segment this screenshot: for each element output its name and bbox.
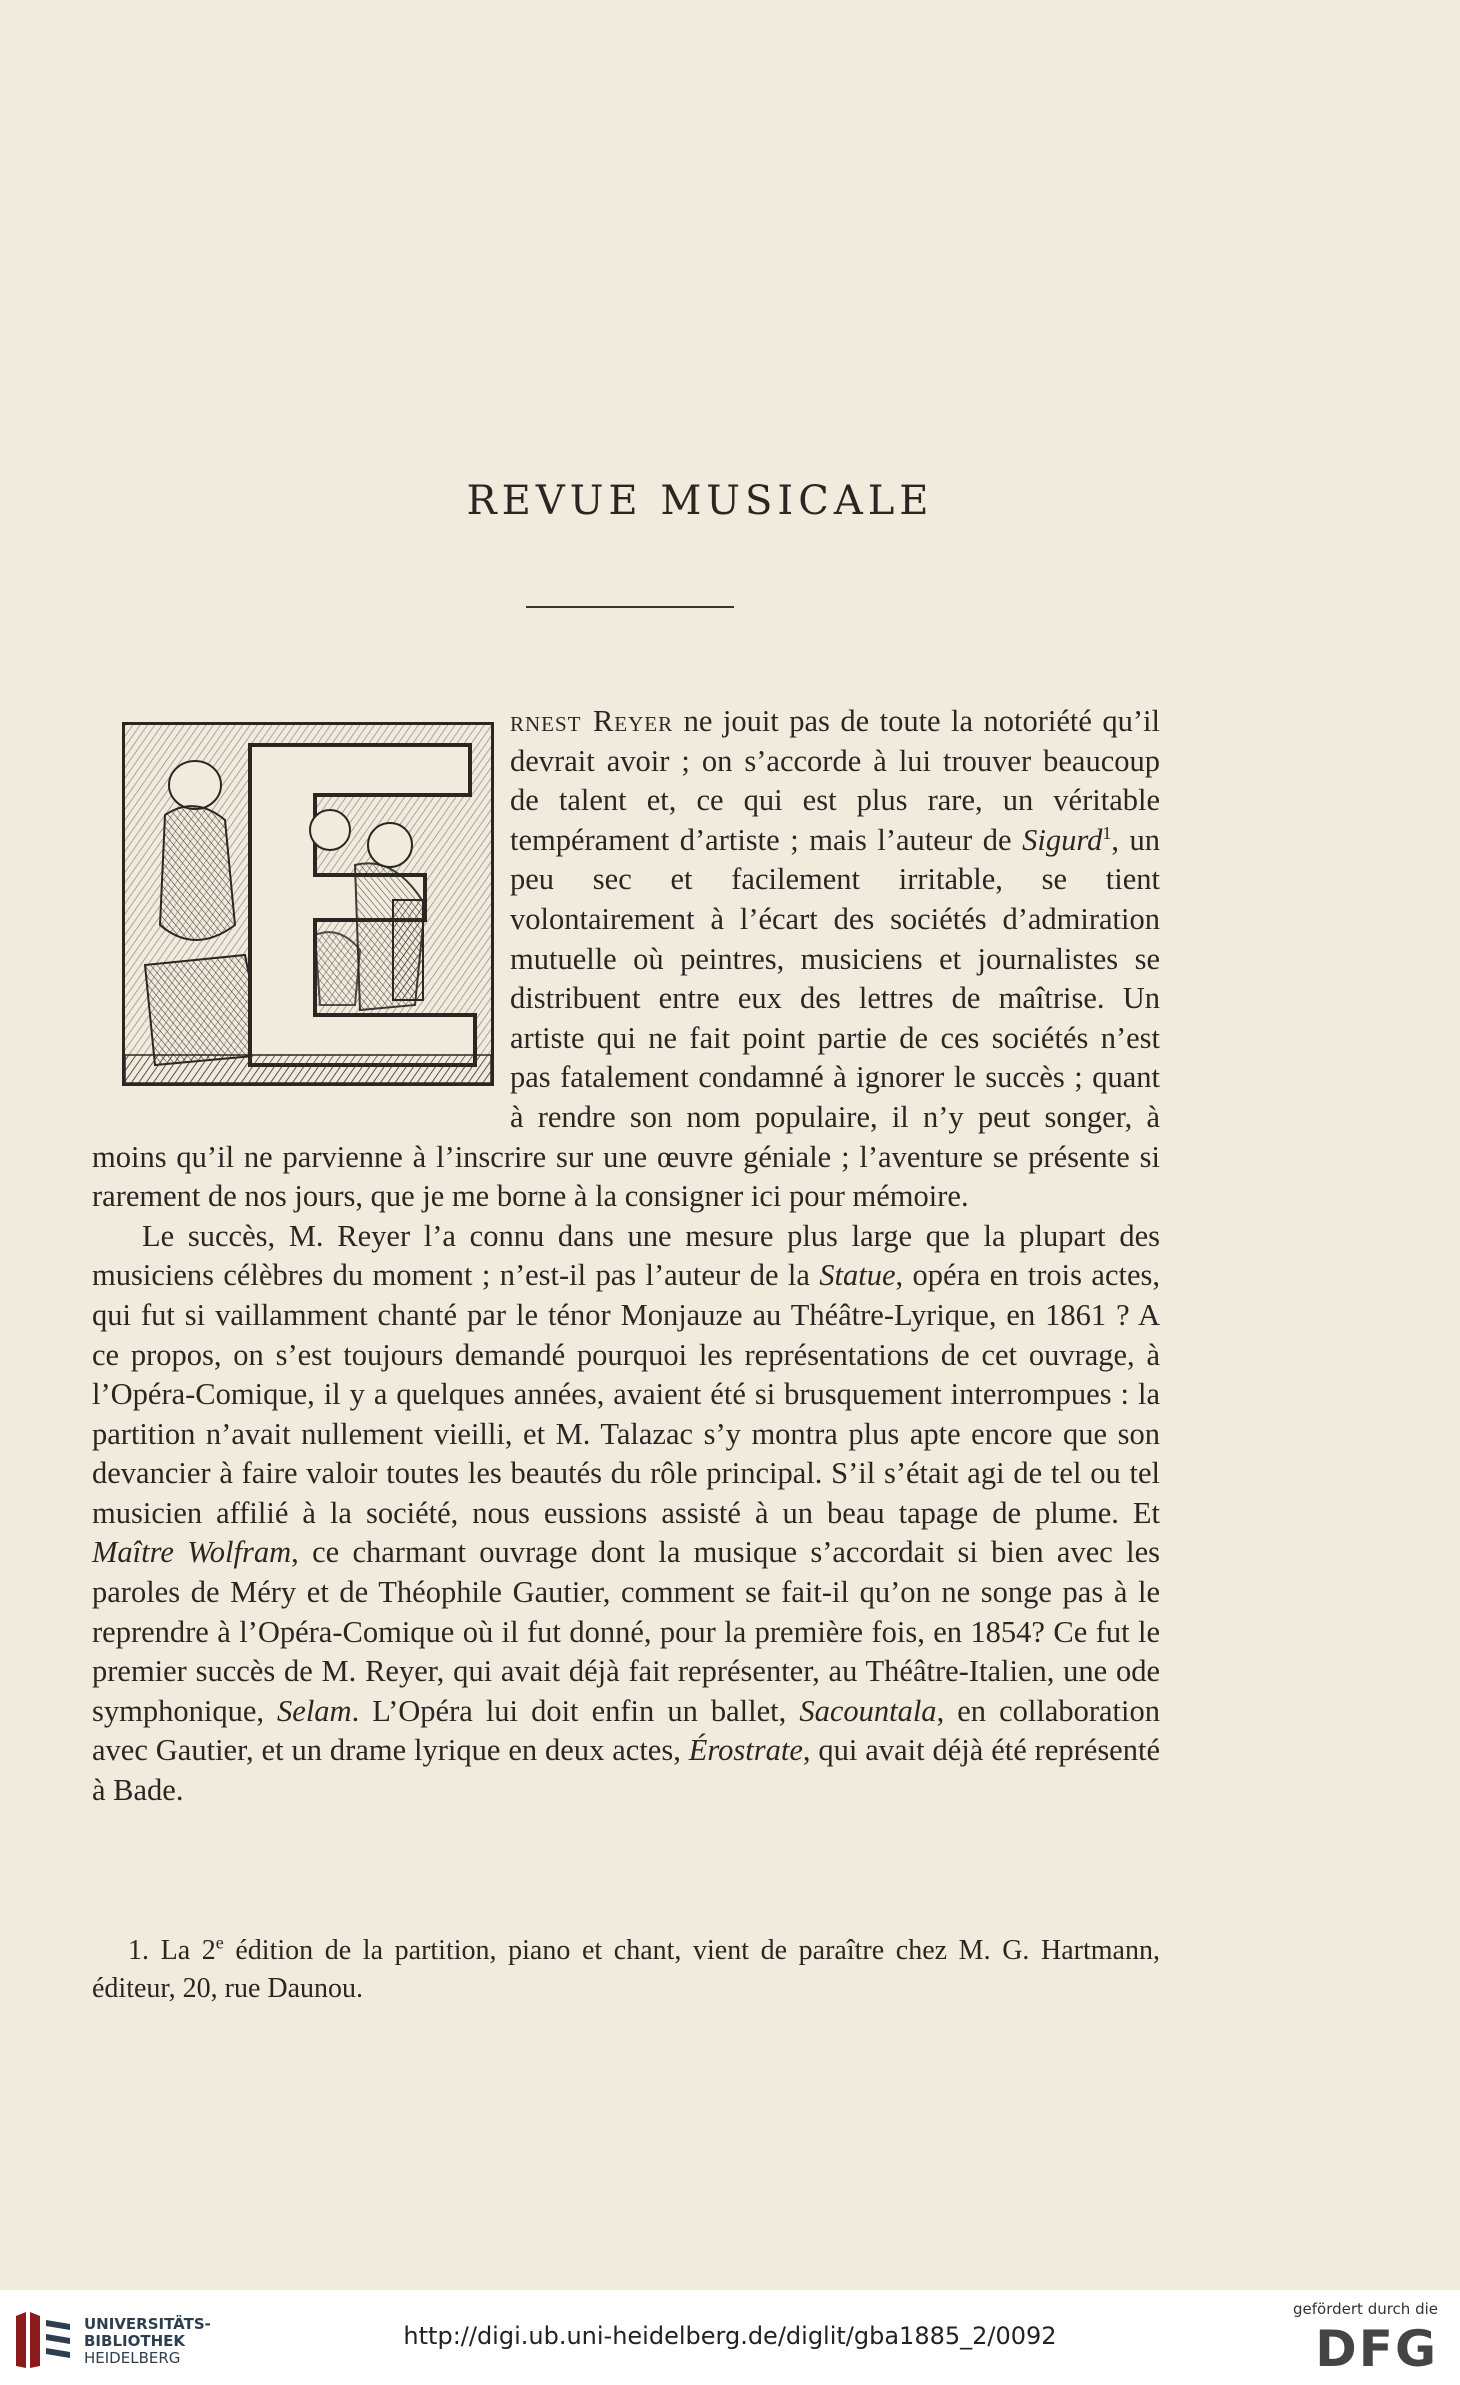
p2-text-d: . L’Opéra lui doit enfin un ballet,: [351, 1693, 800, 1728]
article-body: [92, 702, 1160, 1811]
dropcap-spacer: [92, 702, 510, 1110]
sponsor-note: gefördert durch die: [1293, 2300, 1438, 2318]
work-title-sacountala: Sacountala: [799, 1693, 937, 1728]
footnote-number: 1.: [128, 1935, 149, 1966]
work-title-wolfram: Maître Wolfram: [92, 1535, 292, 1570]
article-title: REVUE MUSICALE: [466, 478, 934, 524]
work-title-selam: Selam: [277, 1693, 352, 1728]
footnote-reference: 1: [1102, 822, 1112, 843]
footnote-text-a: La 2: [149, 1935, 216, 1966]
work-title-erostrate: Érostrate: [688, 1733, 803, 1768]
p1-text-b: , un peu sec et facilement irritable, se tient volontairement à l’écart des sociétés d’admiration mutuelle où peintres, musiciens et journalistes se distribuent entre eux des lettres de maîtrise. Un artiste qui ne fait point partie de ces sociétés n’est pas fatalement condamné à ignorer le succès ; quant à rendre son nom populaire, il n’y peut songer, à moins qu’il ne parvienne à l’inscrire sur une œuvre géniale ; l’aventure se présente si rarement de nos jours, que je me borne à la consigner ici pour mémoire.: [92, 822, 1160, 1214]
title-divider: [526, 606, 734, 608]
footnote-superscript: e: [215, 1932, 224, 1953]
p2-text-b: , opéra en trois actes, qui fut si vaillamment chanté par le ténor Monjauze au Théâtre-Lyrique, en 1861 ? A ce propos, on s’est toujours demandé pourquoi les représentations de cet ouvrage, à l’Opéra-Comique, il y a quelques années, avaient été si brusquement interrompues : la partition n’avait nullement vieilli, et M. Talazac s’y montra plus apte encore que son devancier à faire valoir toutes les beautés du rôle principal. S’il s’était agi de tel ou tel musicien affilié à la société, nous eussions assisté à un beau tapage de plume. Et: [92, 1258, 1160, 1530]
footnote: [92, 1932, 1160, 2008]
library-name: UNIVERSITÄTS- BIBLIOTHEK HEIDELBERG: [84, 2315, 211, 2367]
footnote-text-b: édition de la partition, piano et chant, vient de paraître chez M. G. Hartmann, éditeur, 20, rue Daunou.: [92, 1935, 1160, 2004]
permalink-url[interactable]: http://digi.ub.uni-heidelberg.de/diglit/gba1885_2/0092: [403, 2322, 1057, 2350]
p2-text-a: Le succès, M. Reyer l’a connu dans une mesure plus large que la plupart des musiciens célèbres du moment ; n’est-il pas l’auteur de la: [92, 1218, 1160, 1293]
work-title-statue: Statue: [819, 1258, 896, 1293]
p2-text-f: , qui avait déjà été représenté à Bade.: [92, 1733, 1160, 1808]
work-title-sigurd: Sigurd: [1022, 822, 1103, 857]
lead-name-smallcaps: rnest Reyer: [510, 704, 674, 738]
p2-text-c: , ce charmant ouvrage dont la musique s’accordait si bien avec les paroles de Méry et de Théophile Gautier, comment se fait-il qu’on ne songe pas à le reprendre à l’Opéra-Comique où il fut donné, pour la première fois, en 1854? Ce fut le premier succès de M. Reyer, qui avait déjà fait représenter, au Théâtre-Italien, une ode symphonique,: [92, 1535, 1160, 1728]
p2-text-e: , en collaboration avec Gautier, et un drame lyrique en deux actes,: [92, 1693, 1161, 1768]
paragraph-2: [92, 1217, 1160, 1811]
p1-text-a: ne jouit pas de toute la notoriété qu’il devrait avoir ; on s’accorde à lui trouver beaucoup de talent et, ce qui est plus rare, un véritable tempérament d’artiste ; mais l’auteur de: [510, 704, 1160, 857]
digitization-footer: [0, 2290, 1460, 2385]
dfg-logo: DFG: [1315, 2320, 1438, 2378]
